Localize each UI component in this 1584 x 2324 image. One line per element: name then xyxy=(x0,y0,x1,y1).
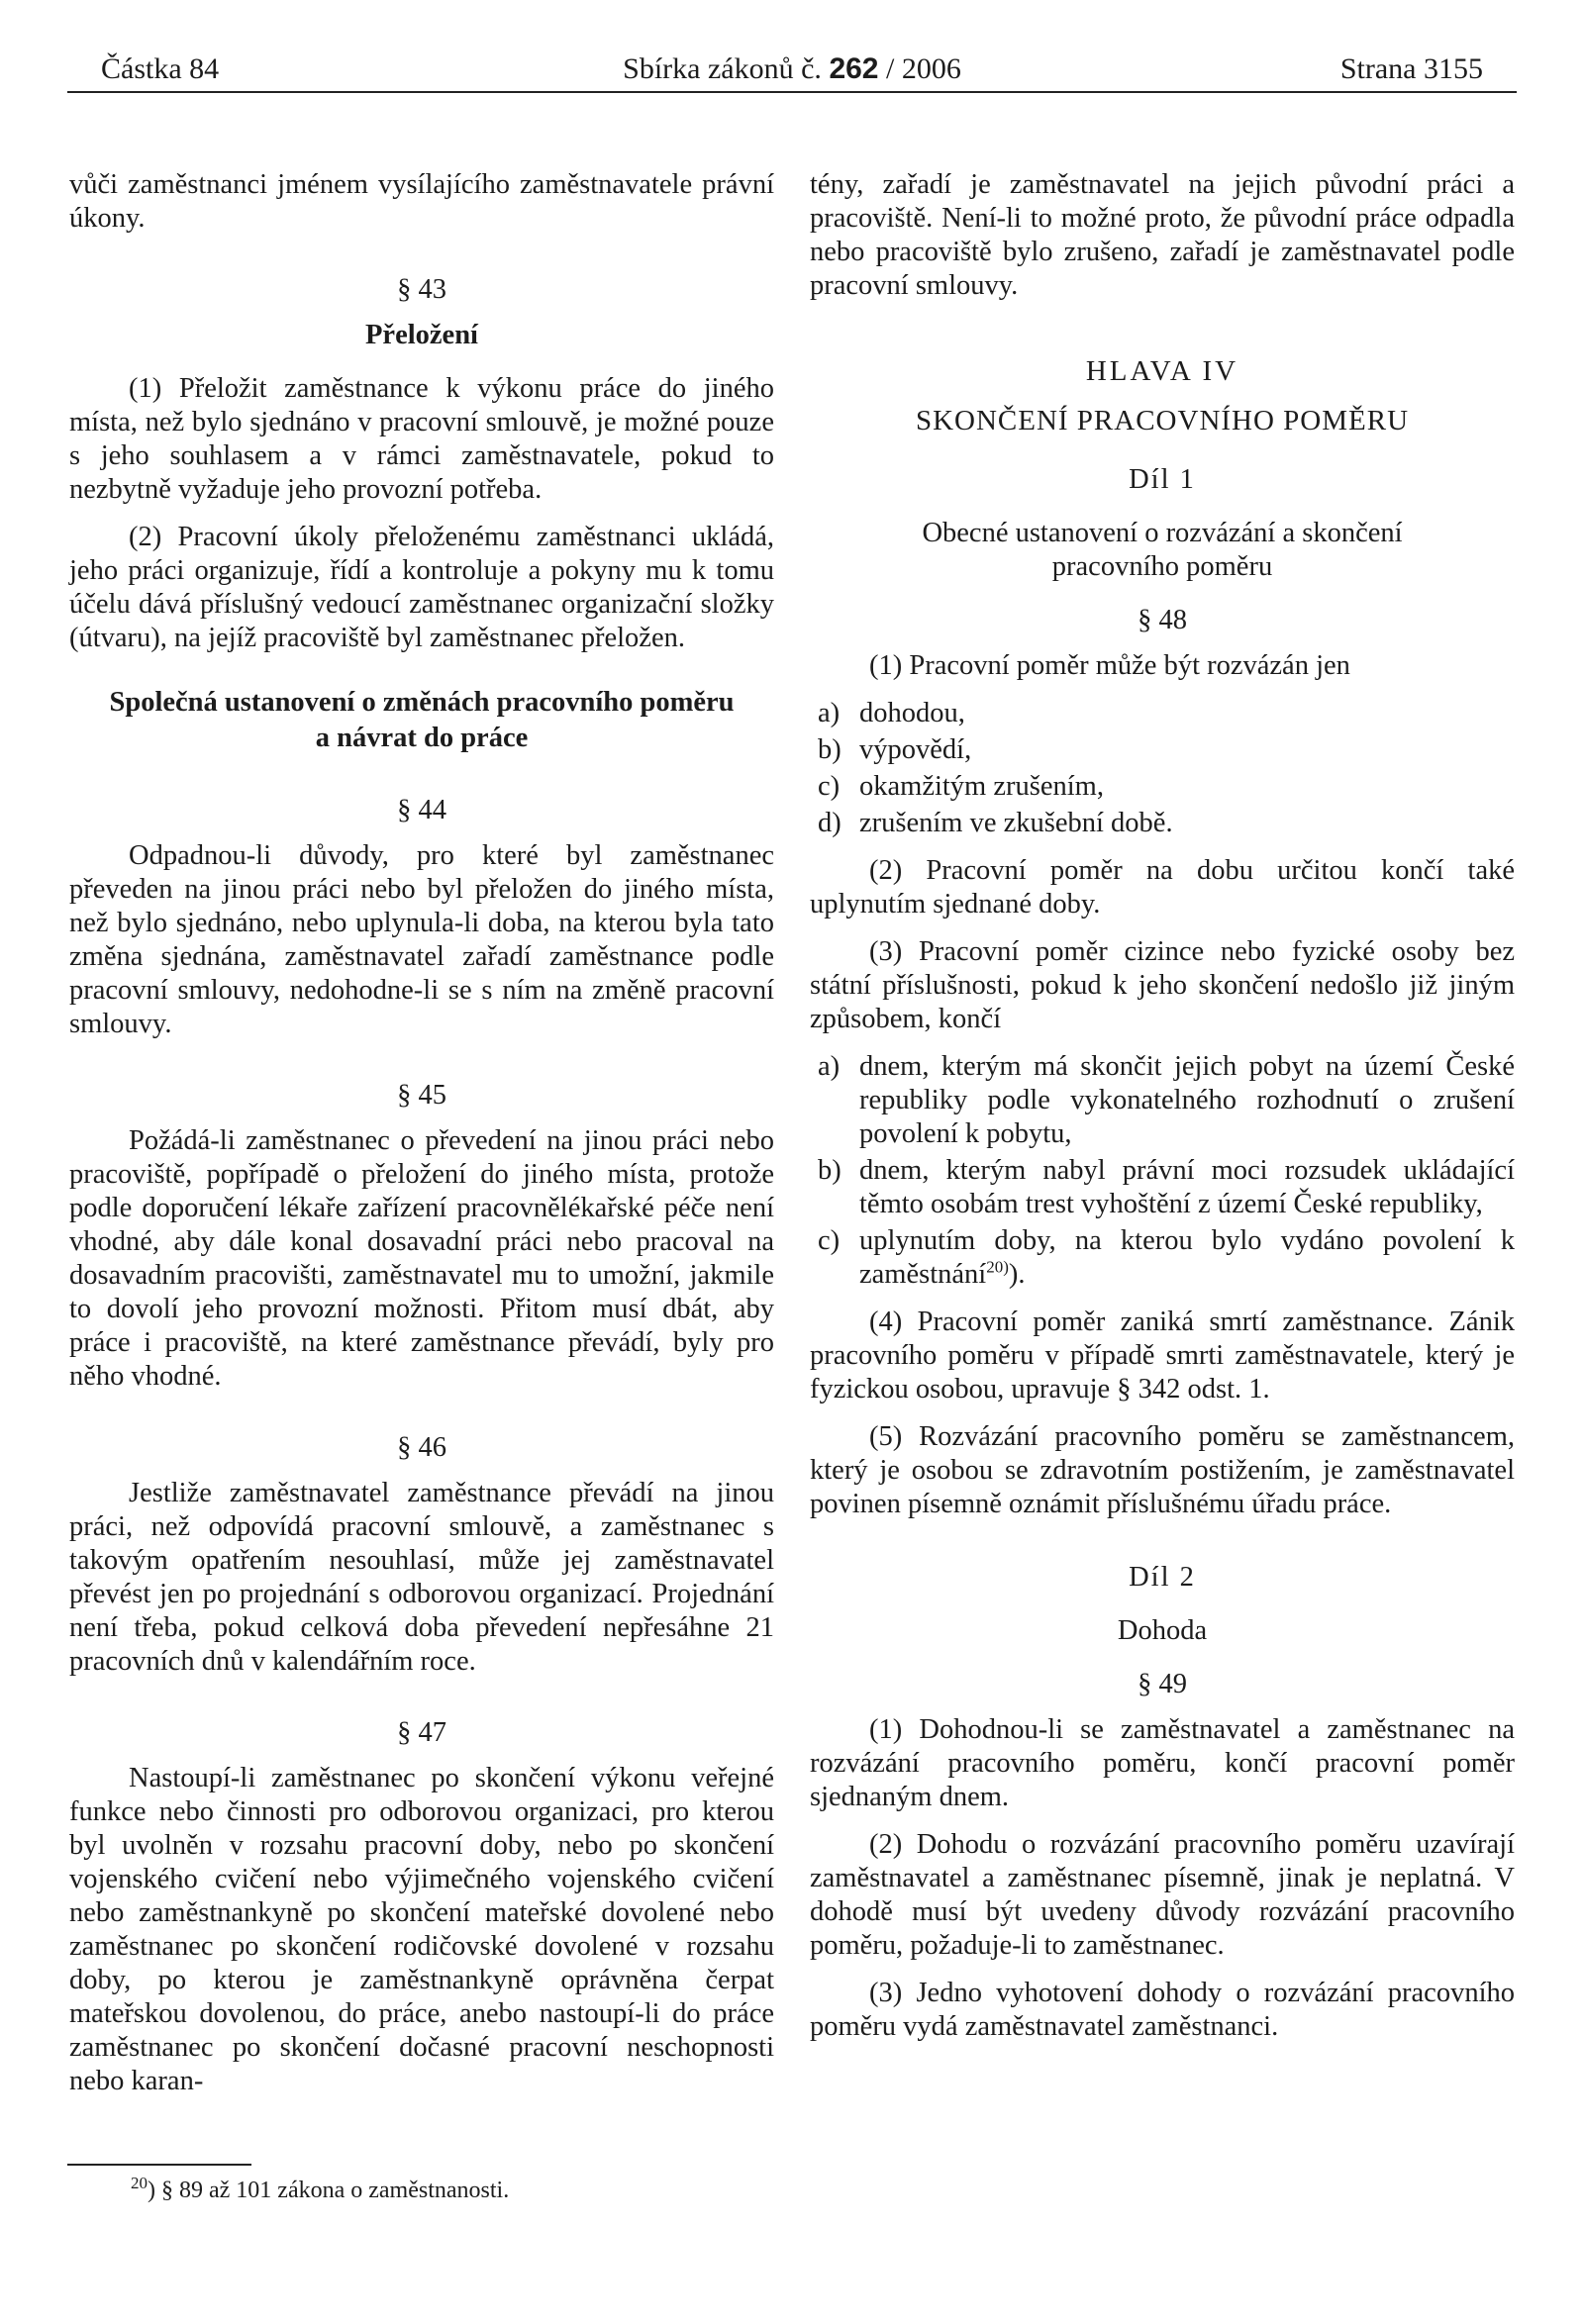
section-48-paragraph-3: (3) Pracovní poměr cizince nebo fyzické osoby bez státní příslušnosti, pokud k jeho skončení nedošlo již jiným způsobem, končí xyxy=(810,936,1515,1034)
list-item-text: dohodou, xyxy=(859,698,965,728)
section-48-list-3 xyxy=(810,1050,1515,1292)
common-provisions-heading-line-2: a návrat do práce xyxy=(315,723,529,753)
section-48-paragraph-1: (1) Pracovní poměr může být rozvázán jen xyxy=(869,650,1350,681)
list-item-text-body: uplynutím doby, na kterou bylo vydáno povolení k zaměstnání xyxy=(859,1225,1515,1290)
section-49-paragraph-1: (1) Dohodnou-li se zaměstnavatel a zaměstnanec na rozvázání pracovního poměru, končí pracovní poměr sjednaným dnem. xyxy=(810,1714,1515,1812)
list-item-text: okamžitým zrušením, xyxy=(859,771,1104,802)
section-48-paragraph-2: (2) Pracovní poměr na dobu určitou končí také uplynutím sjednané doby. xyxy=(810,855,1515,920)
section-45-paragraph: Požádá-li zaměstnanec o převedení na jinou práci nebo pracoviště, popřípadě o přeložení do jiného místa, protože podle doporučení lékaře zařízení pracovnělékařské péče není vhodné, aby dále konal dosavadní práci nebo pracoval na dosavadním pracovišti, zaměstnavatel mu to umožní, jakmile to dovolí jeho provozní možnosti. Přitom musí dbát, aby práce i pracoviště, na které zaměstnance převádí, byly pro něho vhodné. xyxy=(69,1125,774,1392)
common-provisions-heading-line-1: Společná ustanovení o změnách pracovního poměru xyxy=(109,687,735,718)
section-49-number: § 49 xyxy=(1138,1669,1187,1699)
section-47-paragraph: Nastoupí-li zaměstnanec po skončení výkonu veřejné funkce nebo činnosti pro odborovou organizaci, pro kterou byl uvolněn v rozsahu pracovní doby, nebo po skončení vojenského cvičení nebo výjimečného vojenského cvičení nebo zaměstnankyně po skončení mateřské dovolené nebo zaměstnanec po skončení rodičovské dovolené v rozsahu doby, po kterou je zaměstnankyně oprávněna čerpat mateřskou dovolenou, do práce, anebo nastoupí-li do práce zaměstnanec po skončení dočasné pracovní neschopnosti nebo karan- xyxy=(69,1763,774,2096)
list-item xyxy=(810,697,1515,730)
part-2-heading: Díl 2 xyxy=(1129,1562,1196,1593)
list-item-text: zrušením ve zkušební době. xyxy=(859,808,1173,838)
section-49-paragraph-3: (3) Jedno vyhotovení dohody o rozvázání pracovního poměru vydá zaměstnavatel zaměstnanci. xyxy=(810,1978,1515,2042)
section-43-title: Přeložení xyxy=(365,320,478,350)
section-48-list-1 xyxy=(810,697,1515,840)
common-provisions-heading xyxy=(69,685,774,756)
section-45-number: § 45 xyxy=(397,1080,446,1111)
header-part: Částka 84 xyxy=(101,52,220,85)
page-header xyxy=(67,48,1517,93)
footnote-reference: 20) xyxy=(986,1257,1009,1277)
list-item-text-end: ). xyxy=(1008,1259,1026,1290)
list-item xyxy=(810,1050,1515,1151)
footnote xyxy=(131,2176,509,2205)
list-item-label: c) xyxy=(818,771,841,802)
list-item xyxy=(810,807,1515,840)
part-1-title-line-2: pracovního poměru xyxy=(1051,551,1273,582)
list-item xyxy=(810,733,1515,767)
part-1-title xyxy=(810,517,1515,584)
right-column xyxy=(810,168,1515,2058)
header-law-number: 262 xyxy=(829,52,879,85)
list-item xyxy=(810,1224,1515,1292)
list-item xyxy=(810,1154,1515,1221)
list-item xyxy=(810,770,1515,804)
part-1-title-line-1: Obecné ustanovení o rozvázání a skončení xyxy=(922,518,1403,548)
header-law-prefix: Sbírka zákonů č. xyxy=(623,52,822,85)
left-column xyxy=(69,168,774,2112)
list-item-label: a) xyxy=(818,1051,841,1082)
section-46-number: § 46 xyxy=(397,1432,446,1463)
section-44-number: § 44 xyxy=(397,795,446,825)
section-48-paragraph-5: (5) Rozvázání pracovního poměru se zaměstnancem, který je osobou se zdravotním postižením, je zaměstnavatel povinen písemně oznámit příslušnému úřadu práce. xyxy=(810,1421,1515,1519)
intro-paragraph: vůči zaměstnanci jménem vysílajícího zaměstnavatele právní úkony. xyxy=(69,169,774,234)
list-item-text: dnem, kterým má skončit jejich pobyt na území České republiky podle vykonatelného rozhodnutí o zrušení povolení k pobytu, xyxy=(859,1051,1515,1149)
section-49-paragraph-2: (2) Dohodu o rozvázání pracovního poměru uzavírají zaměstnavatel a zaměstnanec písemně, jinak je neplatná. V dohodě musí být uvedeny důvody rozvázání pracovního poměru, požaduje-li to zaměstnanec. xyxy=(810,1829,1515,1961)
chapter-title: SKONČENÍ PRACOVNÍHO POMĚRU xyxy=(915,405,1410,436)
part-2-title: Dohoda xyxy=(1117,1615,1208,1646)
section-43-paragraph-2: (2) Pracovní úkoly přeloženému zaměstnanci ukládá, jeho práci organizuje, řídí a kontroluje a pokyny mu k tomu účelu dává příslušný vedoucí zaměstnanec organizační složky (útvaru), na jejíž pracoviště byl zaměstnanec přeložen. xyxy=(69,522,774,653)
footnote-mark: 20 xyxy=(131,2174,148,2192)
section-43-paragraph-1: (1) Přeložit zaměstnance k výkonu práce do jiného místa, než bylo sjednáno v pracovní smlouvě, je možné pouze s jeho souhlasem a v rámci zaměstnavatele, pokud to nezbytně vyžaduje jeho provozní potřeba. xyxy=(69,373,774,505)
footnote-divider xyxy=(67,2164,251,2166)
section-47-number: § 47 xyxy=(397,1717,446,1748)
continuation-paragraph: tény, zařadí je zaměstnavatel na jejich původní práci a pracoviště. Není-li to možné proto, že původní práce odpadla nebo pracoviště bylo zrušeno, zařadí je zaměstnavatel podle pracovní smlouvy. xyxy=(810,169,1515,301)
list-item-label: d) xyxy=(818,808,842,838)
section-46-paragraph: Jestliže zaměstnavatel zaměstnance převádí na jinou práci, než odpovídá pracovní smlouvě, a zaměstnanec s takovým opatřením nesouhlasí, může jej zaměstnavatel převést jen po projednání s odborovou organizací. Projednání není třeba, pokud celková doba převedení nepřesáhne 21 pracovních dnů v kalendářním roce. xyxy=(69,1478,774,1677)
part-1-heading: Díl 1 xyxy=(1129,464,1196,495)
list-item-label: b) xyxy=(818,1155,842,1186)
list-item-label: b) xyxy=(818,734,842,765)
header-law-year: / 2006 xyxy=(886,52,961,85)
section-43-number: § 43 xyxy=(397,274,446,305)
section-44-paragraph: Odpadnou-li důvody, pro které byl zaměstnanec převeden na jinou práci nebo byl přeložen do jiného místa, než bylo sjednáno, nebo uplynula-li doba, na kterou byla tato změna sjednána, zaměstnavatel zařadí zaměstnance podle pracovní smlouvy, nedohodne-li se s ním na změně pracovní smlouvy. xyxy=(69,840,774,1039)
section-48-paragraph-4: (4) Pracovní poměr zaniká smrtí zaměstnance. Zánik pracovního poměru v případě smrti zaměstnavatele, který je fyzickou osobou, upravuje § 342 odst. 1. xyxy=(810,1307,1515,1404)
footnote-text: ) § 89 až 101 zákona o zaměstnanosti. xyxy=(148,2178,510,2203)
list-item-text: dnem, kterým nabyl právní moci rozsudek ukládající těmto osobám trest vyhoštění z území České republiky, xyxy=(859,1155,1515,1219)
list-item-label: c) xyxy=(818,1225,841,1256)
section-48-number: § 48 xyxy=(1138,605,1187,635)
chapter-heading: HLAVA IV xyxy=(1085,355,1239,387)
header-title xyxy=(67,48,1517,91)
list-item-text: výpovědí, xyxy=(859,734,972,765)
list-item-label: a) xyxy=(818,698,841,728)
list-item-text xyxy=(859,1224,1515,1292)
header-page-number: Strana 3155 xyxy=(1339,52,1483,85)
